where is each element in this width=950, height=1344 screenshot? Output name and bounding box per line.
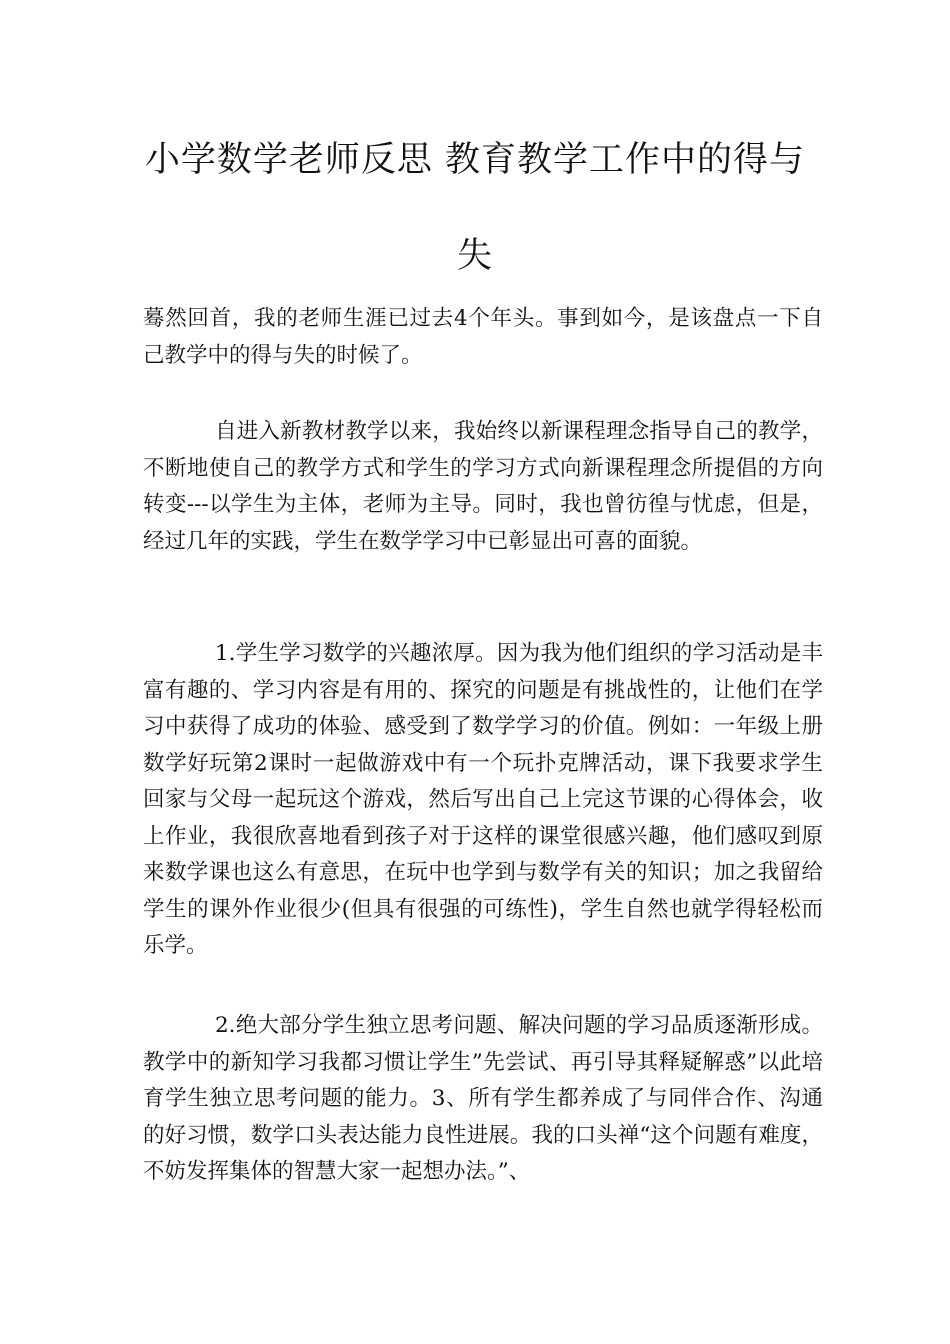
document-title-line-2: 失 [456, 236, 493, 276]
paragraph-point-1: 1.学生学习数学的兴趣浓厚。因为我为他们组织的学习活动是丰富有趣的、学习内容是有用的、探究的问题是有挑战性的，让他们在学习中获得了成功的体验、感受到了数学学习的价值。例如：一年级上册数学好玩第2课时一起做游戏中有一个玩扑克牌活动，课下我要求学生回家与父母一起玩这个游戏，然后写出自己上完这节课的心得体会，收上作业，我很欣喜地看到孩子对于这样的课堂很感兴趣，他们感叹到原来数学课也这么有意思，在玩中也学到与数学有关的知识；加之我留给学生的课外作业很少(但具有很强的可练性)，学生自然也就学得轻松而乐学。 [143, 641, 823, 958]
paragraph-point-2: 2.绝大部分学生独立思考问题、解决问题的学习品质逐渐形成。教学中的新知学习我都习惯让学生”先尝试、再引导其释疑解惑”以此培育学生独立思考问题的能力。3、所有学生都养成了与同伴合作、沟通的好习惯，数学口头表达能力良性进展。我的口头禅“这个问题有难度，不妨发挥集体的智慧大家一起想办法。”、 [143, 1013, 823, 1184]
document-title-line-1: 小学数学老师反思 教育教学工作中的得与 [144, 140, 806, 180]
paragraph-new-curriculum: 自进入新教材教学以来，我始终以新课程理念指导自己的教学，不断地使自己的教学方式和学生的学习方式向新课程理念所提倡的方向转变---以学生为主体，老师为主导。同时，我也曾彷徨与忧虑，但是，经过几年的实践，学生在数学学习中已彰显出可喜的面貌。 [143, 419, 823, 554]
paragraph-intro: 蓦然回首，我的老师生涯已过去4个年头。事到如今，是该盘点一下自己教学中的得与失的时候了。 [143, 306, 823, 368]
